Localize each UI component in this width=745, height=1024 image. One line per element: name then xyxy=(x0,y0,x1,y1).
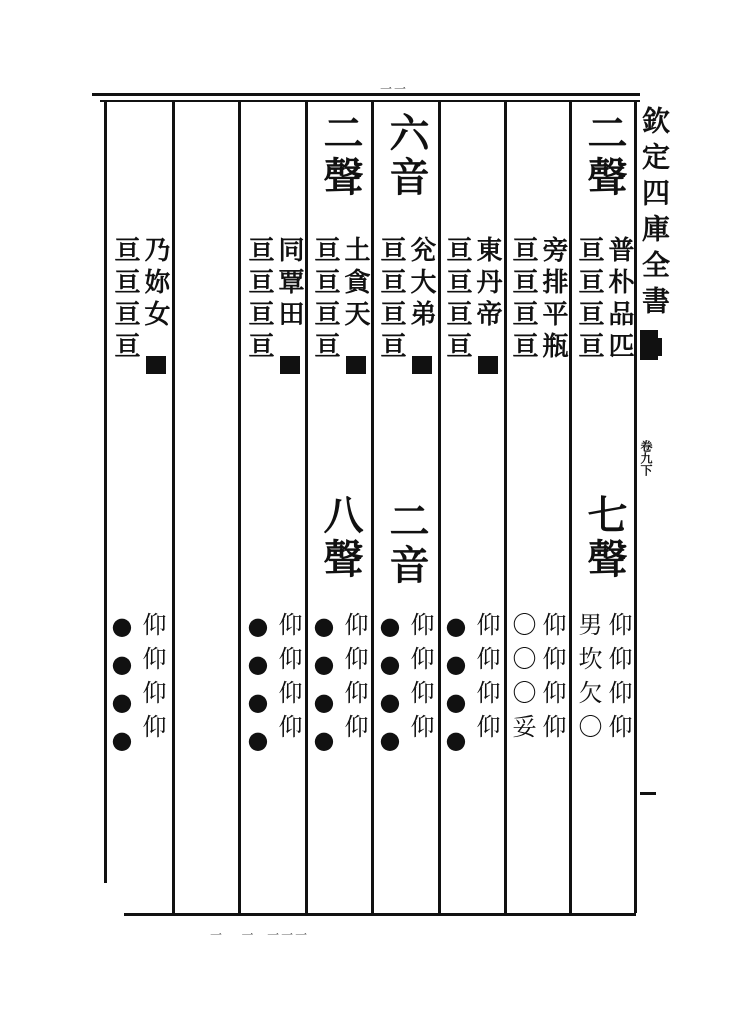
filled-square-mark xyxy=(146,356,166,374)
column-rule xyxy=(438,100,441,913)
filled-square-mark xyxy=(478,356,498,374)
column-3-characters: 東丹帝 xyxy=(472,236,502,332)
column-rule xyxy=(305,100,308,913)
column-4-lower-right: 仰仰仰仰 xyxy=(406,612,434,748)
column-2-lower-right: 仰仰仰仰 xyxy=(538,612,566,748)
column-1-mid-heading: 七聲 xyxy=(581,494,628,582)
column-3-lower-right: 仰仰仰仰 xyxy=(472,612,500,748)
column-8-symbols: 亘亘亘亘 xyxy=(110,236,140,364)
column-8-lower-right: 仰仰仰仰 xyxy=(138,612,166,748)
margin-title: 欽定四庫全書 xyxy=(638,106,671,322)
column-6-characters: 同覃田 xyxy=(274,236,304,332)
column-4-heading: 六音 xyxy=(383,112,430,200)
filled-square-mark xyxy=(642,338,662,356)
column-4-characters: 兊大弟 xyxy=(406,236,436,332)
column-rule xyxy=(504,100,507,913)
right-edge-tick xyxy=(640,792,656,795)
column-3-lower-left: ●●●● xyxy=(442,612,470,764)
bottom-border xyxy=(124,913,636,916)
column-4-symbols: 亘亘亘亘 xyxy=(376,236,406,364)
column-2-symbols: 亘亘亘亘 xyxy=(508,236,538,364)
column-rule xyxy=(238,100,241,913)
column-4-lower-left: ●●●● xyxy=(376,612,404,764)
column-8-lower-left: ●●●● xyxy=(108,612,136,764)
header-marks: 一一 xyxy=(380,82,409,96)
column-1-symbols: 亘亘亘亘 xyxy=(574,236,604,364)
column-8-characters: 乃妳女 xyxy=(140,236,170,332)
column-6-symbols: 亘亘亘亘 xyxy=(244,236,274,364)
column-6-lower-left: ●●●● xyxy=(244,612,272,764)
column-6-lower-right: 仰仰仰仰 xyxy=(274,612,302,748)
column-5-lower-right: 仰仰仰仰 xyxy=(340,612,368,748)
column-rule xyxy=(371,100,374,913)
top-border-inner xyxy=(100,100,640,102)
column-rule xyxy=(172,100,175,913)
column-5-lower-left: ●●●● xyxy=(310,612,338,764)
column-5-symbols: 亘亘亘亘 xyxy=(310,236,340,364)
column-2-lower-left: 〇〇〇妥 xyxy=(508,612,536,748)
column-3-symbols: 亘亘亘亘 xyxy=(442,236,472,364)
column-7-empty xyxy=(176,104,236,904)
juan-label: 卷九下 xyxy=(639,440,653,476)
column-1-lower-left: 男坎欠〇 xyxy=(574,612,602,748)
filled-square-mark xyxy=(280,356,300,374)
filled-square-mark xyxy=(346,356,366,374)
column-1-lower-right: 仰仰仰仰 xyxy=(604,612,632,748)
top-border xyxy=(92,93,640,96)
column-rule xyxy=(634,100,637,913)
column-1-characters: 普朴品匹 xyxy=(604,236,634,364)
column-rule xyxy=(104,100,107,883)
column-5-heading: 二聲 xyxy=(317,112,364,200)
column-5-characters: 土貪天 xyxy=(340,236,370,332)
filled-square-mark xyxy=(412,356,432,374)
column-1-heading: 二聲 xyxy=(581,112,628,200)
column-2-characters: 旁排平瓶 xyxy=(538,236,568,364)
column-4-mid-heading: 二音 xyxy=(383,500,430,588)
column-5-mid-heading: 八聲 xyxy=(317,494,364,582)
bottom-marks: 一 一 一一一 xyxy=(210,928,310,942)
column-rule xyxy=(569,100,572,913)
